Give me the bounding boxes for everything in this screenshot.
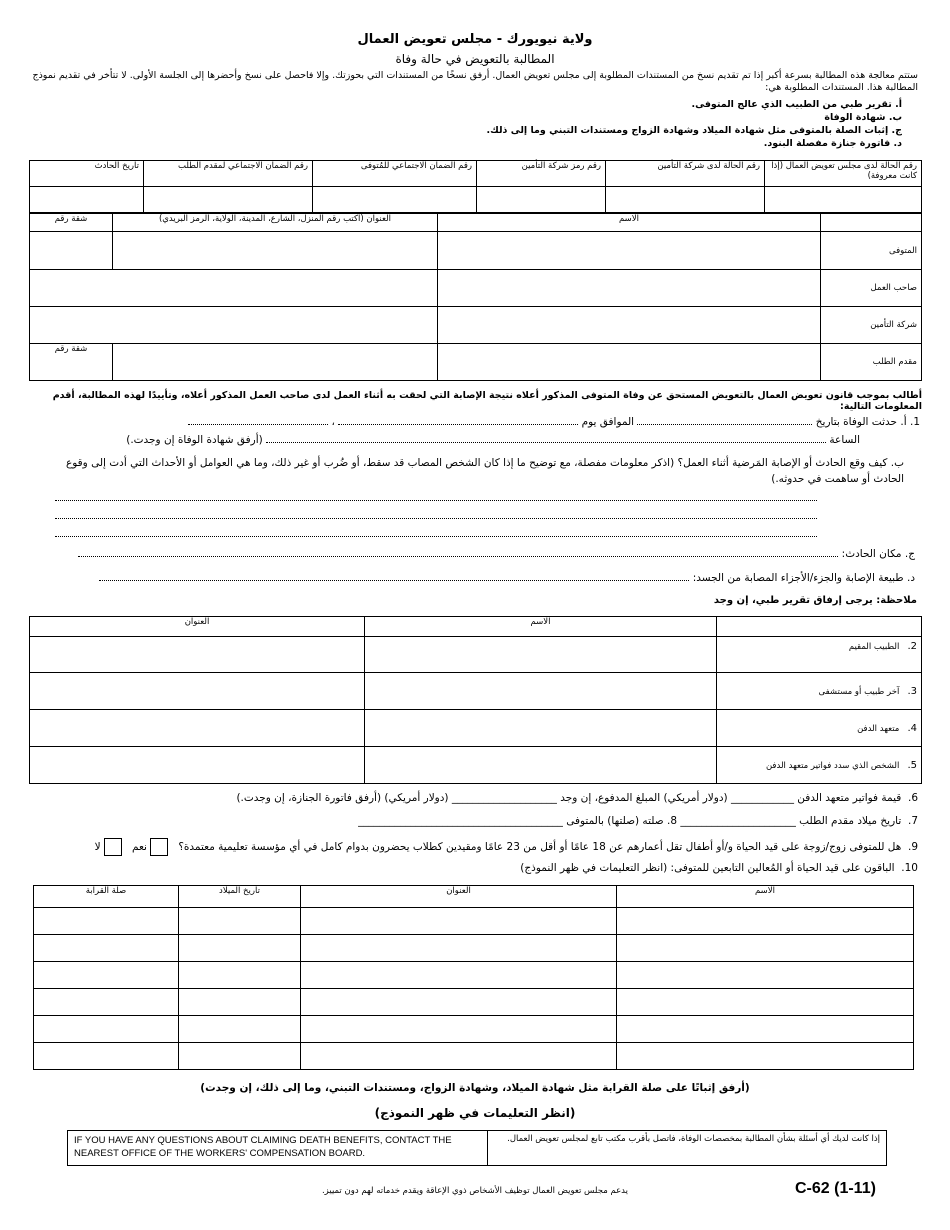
case-identifiers-table xyxy=(29,160,922,213)
dependent-6-dob[interactable] xyxy=(179,1043,301,1070)
dependent-3-dob[interactable] xyxy=(179,962,301,989)
dependent-5-relation[interactable] xyxy=(34,1016,179,1043)
providers-table xyxy=(29,616,922,784)
q9-yes-label: نعم xyxy=(131,841,147,853)
parties-name-header: الاسم xyxy=(438,214,821,232)
last-physician-address-field[interactable] xyxy=(30,673,365,710)
form-title: ولاية نيويورك - مجلس تعويض العمال xyxy=(357,32,593,47)
q10-text: الباقون على قيد الحياة أو المُعالين التابعين للمتوفى: (انظر التعليمات في ظهر النموذج) xyxy=(520,862,895,874)
header-carrier-case-no: رقم الحالة لدى شركة التأمين xyxy=(606,161,765,187)
claimant-ssn-field[interactable] xyxy=(144,187,313,213)
row-label-deceased: المتوفى xyxy=(821,232,922,270)
parties-apt-header: شقة رقم xyxy=(30,214,113,232)
intro-text: ستتم معالجة هذه المطالبة بسرعة أكبر إذا تم تقديم نسخ من المستندات المطلوبة إلى مجلس تعويض العمال. أرفق نسخًا من المستندات التي بحوزتك. وإلا فاحصل على نسخ وأحضرها إلى الجلسة الأولى. لا تتأخر في تقديم نموذج المطالبة هذا. المستندات المطلوبة هي: xyxy=(32,70,918,93)
dependent-1-name[interactable] xyxy=(617,908,914,935)
employer-address-field[interactable] xyxy=(30,270,438,307)
q10-row xyxy=(40,862,918,874)
q1d-label: طبيعة الإصابة والجزء/الأجزاء المصابة من الجسد: xyxy=(692,572,904,584)
last-physician-name-field[interactable] xyxy=(365,673,717,710)
physician-name-field[interactable] xyxy=(365,637,717,673)
dependents-name-header: الاسم xyxy=(617,886,914,908)
dependent-3-relation[interactable] xyxy=(34,962,179,989)
deceased-ssn-field[interactable] xyxy=(313,187,477,213)
employer-name-field[interactable] xyxy=(438,270,821,307)
q1b-text: ب. كيف وقع الحادث أو الإصابة المَرضية أثناء العمل؟ (اذكر معلومات مفصلة، مع توضيح ما إذا كان الشخص المصاب قد سقط، أو ضُرب أو غير ذلك، وما هي العوامل أو الأحداث التي أدت إلى وقوع الحادث أو ساهمت في حدوثه.) xyxy=(65,457,904,485)
dependent-4-name[interactable] xyxy=(617,989,914,1016)
doc-item-c: ج. إثبات الصلة بالمتوفى مثل شهادة الميلاد وشهادة الزواج ومستندات التبني وما إلى ذلك. xyxy=(486,125,902,136)
dependent-4-relation[interactable] xyxy=(34,989,179,1016)
q7-text: تاريخ ميلاد مقدم الطلب ______________________ 8. صلته (صلتها) بالمتوفى _______________________________________ xyxy=(358,815,902,827)
claimant-apt-field[interactable] xyxy=(30,344,113,381)
undertaker-name-field[interactable] xyxy=(365,710,717,747)
q9-number: 9. xyxy=(907,841,918,853)
q9-row xyxy=(40,838,918,856)
q10-number: 10. xyxy=(901,862,918,874)
dependent-5-address[interactable] xyxy=(301,1016,617,1043)
q1d-row: د. طبيعة الإصابة والجزء/الأجزاء المصابة من الجسد: xyxy=(55,570,915,584)
header-claimant-ssn: رقم الضمان الاجتماعي لمقدم الطلب xyxy=(144,161,313,187)
deceased-name-field[interactable] xyxy=(438,232,821,270)
row-label-undertaker: 4. متعهد الدفن xyxy=(717,710,922,747)
q9-text: هل للمتوفى زوج/زوجة على قيد الحياة و/أو أطفال تقل أعمارهم عن 18 عامًا أو أقل من 23 عامًا ومقيدين كطلاب يحضرون بدوام كامل في أي مؤسسة تعليمية معتمدة؟ xyxy=(178,841,902,853)
dependent-4-dob[interactable] xyxy=(179,989,301,1016)
q1a-hour-row xyxy=(40,432,860,446)
q1a-row: 1. أ. حدثت الوفاة بتاريخ الموافق يوم ، xyxy=(40,414,920,428)
deceased-address-field[interactable] xyxy=(113,232,438,270)
dependent-1-dob[interactable] xyxy=(179,908,301,935)
dependent-4-address[interactable] xyxy=(301,989,617,1016)
q1b-answer-line-3[interactable] xyxy=(55,536,817,537)
q9-no-checkbox[interactable] xyxy=(104,838,122,856)
q1b-answer-line-2[interactable] xyxy=(55,518,817,519)
death-year-field[interactable] xyxy=(188,414,328,425)
see-back-note: (انظر التعليمات في ظهر النموذج) xyxy=(374,1106,576,1120)
wcb-case-no-field[interactable] xyxy=(765,187,922,213)
row-label-claimant: مقدم الطلب xyxy=(821,344,922,381)
claimant-name-field[interactable] xyxy=(438,344,821,381)
doc-item-d: د. فاتورة جنازة مفصلة البنود. xyxy=(763,138,902,149)
dependents-address-header: العنوان xyxy=(301,886,617,908)
injury-nature-field[interactable] xyxy=(99,570,689,581)
dependent-3-name[interactable] xyxy=(617,962,914,989)
death-date-field[interactable] xyxy=(637,414,812,425)
dependent-2-name[interactable] xyxy=(617,935,914,962)
row-label-last-physician: 3. آخر طبيب أو مستشفى xyxy=(717,673,922,710)
q1c-row: ج. مكان الحادث: xyxy=(55,546,915,560)
row-label-employer: صاحب العمل xyxy=(821,270,922,307)
header-accident-date: تاريخ الحادث xyxy=(30,161,144,187)
carrier-code-field[interactable] xyxy=(477,187,606,213)
contact-box-arabic: إذا كانت لديك أي أسئلة بشأن المطالبة بمخصصات الوفاة، فاتصل بأقرب مكتب تابع لمجلس تعويض العمال. xyxy=(507,1134,880,1144)
q6-row[interactable] xyxy=(40,792,918,804)
row-label-bill-payer: 5. الشخص الذي سدد فواتير متعهد الدفن xyxy=(717,747,922,784)
form-subtitle: المطالبة بالتعويض في حالة وفاة xyxy=(395,52,555,66)
questions-contact-box xyxy=(67,1130,887,1166)
header-deceased-ssn: رقم الضمان الاجتماعي للمُتوفى xyxy=(313,161,477,187)
dependent-6-name[interactable] xyxy=(617,1043,914,1070)
dependent-6-address[interactable] xyxy=(301,1043,617,1070)
providers-address-header: العنوان xyxy=(30,617,365,637)
dependent-5-name[interactable] xyxy=(617,1016,914,1043)
dependent-3-address[interactable] xyxy=(301,962,617,989)
accident-place-field[interactable] xyxy=(78,546,838,557)
claimant-address-field[interactable] xyxy=(113,344,438,381)
q7-row[interactable] xyxy=(40,815,918,827)
dependent-1-relation[interactable] xyxy=(34,908,179,935)
deceased-apt-field[interactable] xyxy=(30,232,113,270)
relationship-proof-note: (أرفق إثباتًا على صلة القرابة مثل شهادة الميلاد، وشهادة الزواج، ومستندات التبني، وما إلى ذلك، إن وجدت) xyxy=(200,1082,750,1094)
insurer-name-field[interactable] xyxy=(438,307,821,344)
providers-name-header: الاسم xyxy=(365,617,717,637)
claimant-apt-label: شقة رقم xyxy=(54,344,88,354)
medical-report-note: ملاحظة: يرجى إرفاق تقرير طبي، إن وجد xyxy=(713,595,917,606)
death-hour-field[interactable] xyxy=(266,432,826,443)
q6-text: قيمة فواتير متعهد الدفن ____________ (دولار أمريكي) المبلغ المدفوع، إن وجد ____________________ (دولار أمريكي) (أرفق فاتورة الجنازة، إن وجدت.) xyxy=(236,792,902,804)
dependent-2-address[interactable] xyxy=(301,935,617,962)
dependent-1-address[interactable] xyxy=(301,908,617,935)
insurer-address-field[interactable] xyxy=(30,307,438,344)
row-label-attending-physician: 2. الطبيب المقيم xyxy=(717,637,922,673)
q9-no-label: لا xyxy=(94,841,101,853)
dependent-2-dob[interactable] xyxy=(179,935,301,962)
dependent-2-relation[interactable] xyxy=(34,935,179,962)
q9-yes-checkbox[interactable] xyxy=(150,838,168,856)
q1b-answer-line-1[interactable] xyxy=(55,500,817,501)
dependents-relation-header: صلة القرابة xyxy=(34,886,179,908)
q1a-hour-label: الساعة xyxy=(829,434,860,446)
contact-box-english: IF YOU HAVE ANY QUESTIONS ABOUT CLAIMING DEATH BENEFITS, CONTACT THE NEAREST OFFICE OF THE WORKERS' COMPENSATION BOARD. xyxy=(74,1135,452,1159)
accident-date-field[interactable] xyxy=(30,187,144,213)
parties-table xyxy=(29,213,922,381)
form-code: C-62 (1-11) xyxy=(795,1180,876,1197)
q1a-label: حدثت الوفاة بتاريخ xyxy=(815,416,898,428)
parties-address-header: العنوان (اكتب رقم المنزل، الشارع، المدينة، الولاية، الرمز البريدي) xyxy=(113,214,438,232)
carrier-case-no-field[interactable] xyxy=(606,187,765,213)
doc-item-a: أ. تقرير طبي من الطبيب الذي عالج المتوفى. xyxy=(691,99,902,110)
q7-number: 7. xyxy=(907,815,918,827)
q1-number: 1. xyxy=(909,416,920,428)
dependent-6-relation[interactable] xyxy=(34,1043,179,1070)
doc-item-b: ب. شهادة الوفاة xyxy=(824,112,902,123)
header-carrier-code: رقم رمز شركة التأمين xyxy=(477,161,606,187)
q1c-label: مكان الحادث: xyxy=(841,548,902,560)
q1a-attach-note: (أرفق شهادة الوفاة إن وجدت.) xyxy=(126,434,263,446)
dependents-table xyxy=(33,885,914,1070)
claim-statement: أطالب بموجب قانون تعويض العمال بالتعويض المستحق عن وفاة المتوفى المذكور أعلاه نتيجة الإصابة التي لحقت به أثناء العمل لدى صاحب العمل المذكور أعلاه، وتأييدًا لهذه المطالبة، أقدم المعلومات التالية: xyxy=(52,390,922,412)
undertaker-address-field[interactable] xyxy=(30,710,365,747)
dependents-dob-header: تاريخ الميلاد xyxy=(179,886,301,908)
header-wcb-case-no: رقم الحالة لدى مجلس تعويض العمال (إذا كانت معروفة) xyxy=(765,161,922,187)
row-label-insurer: شركة التأمين xyxy=(821,307,922,344)
bill-payer-name-field[interactable] xyxy=(365,747,717,784)
dependent-5-dob[interactable] xyxy=(179,1016,301,1043)
q1a-day-label: الموافق يوم xyxy=(581,416,635,428)
bill-payer-address-field[interactable] xyxy=(30,747,365,784)
required-docs-list xyxy=(200,98,902,150)
non-discrimination-note: يدعم مجلس تعويض العمال توظيف الأشخاص ذوي الإعاقة ويقدم خدماته لهم دون تمييز. xyxy=(321,1186,629,1196)
q6-number: 6. xyxy=(907,792,918,804)
death-weekday-field[interactable] xyxy=(338,414,578,425)
physician-address-field[interactable] xyxy=(30,637,365,673)
